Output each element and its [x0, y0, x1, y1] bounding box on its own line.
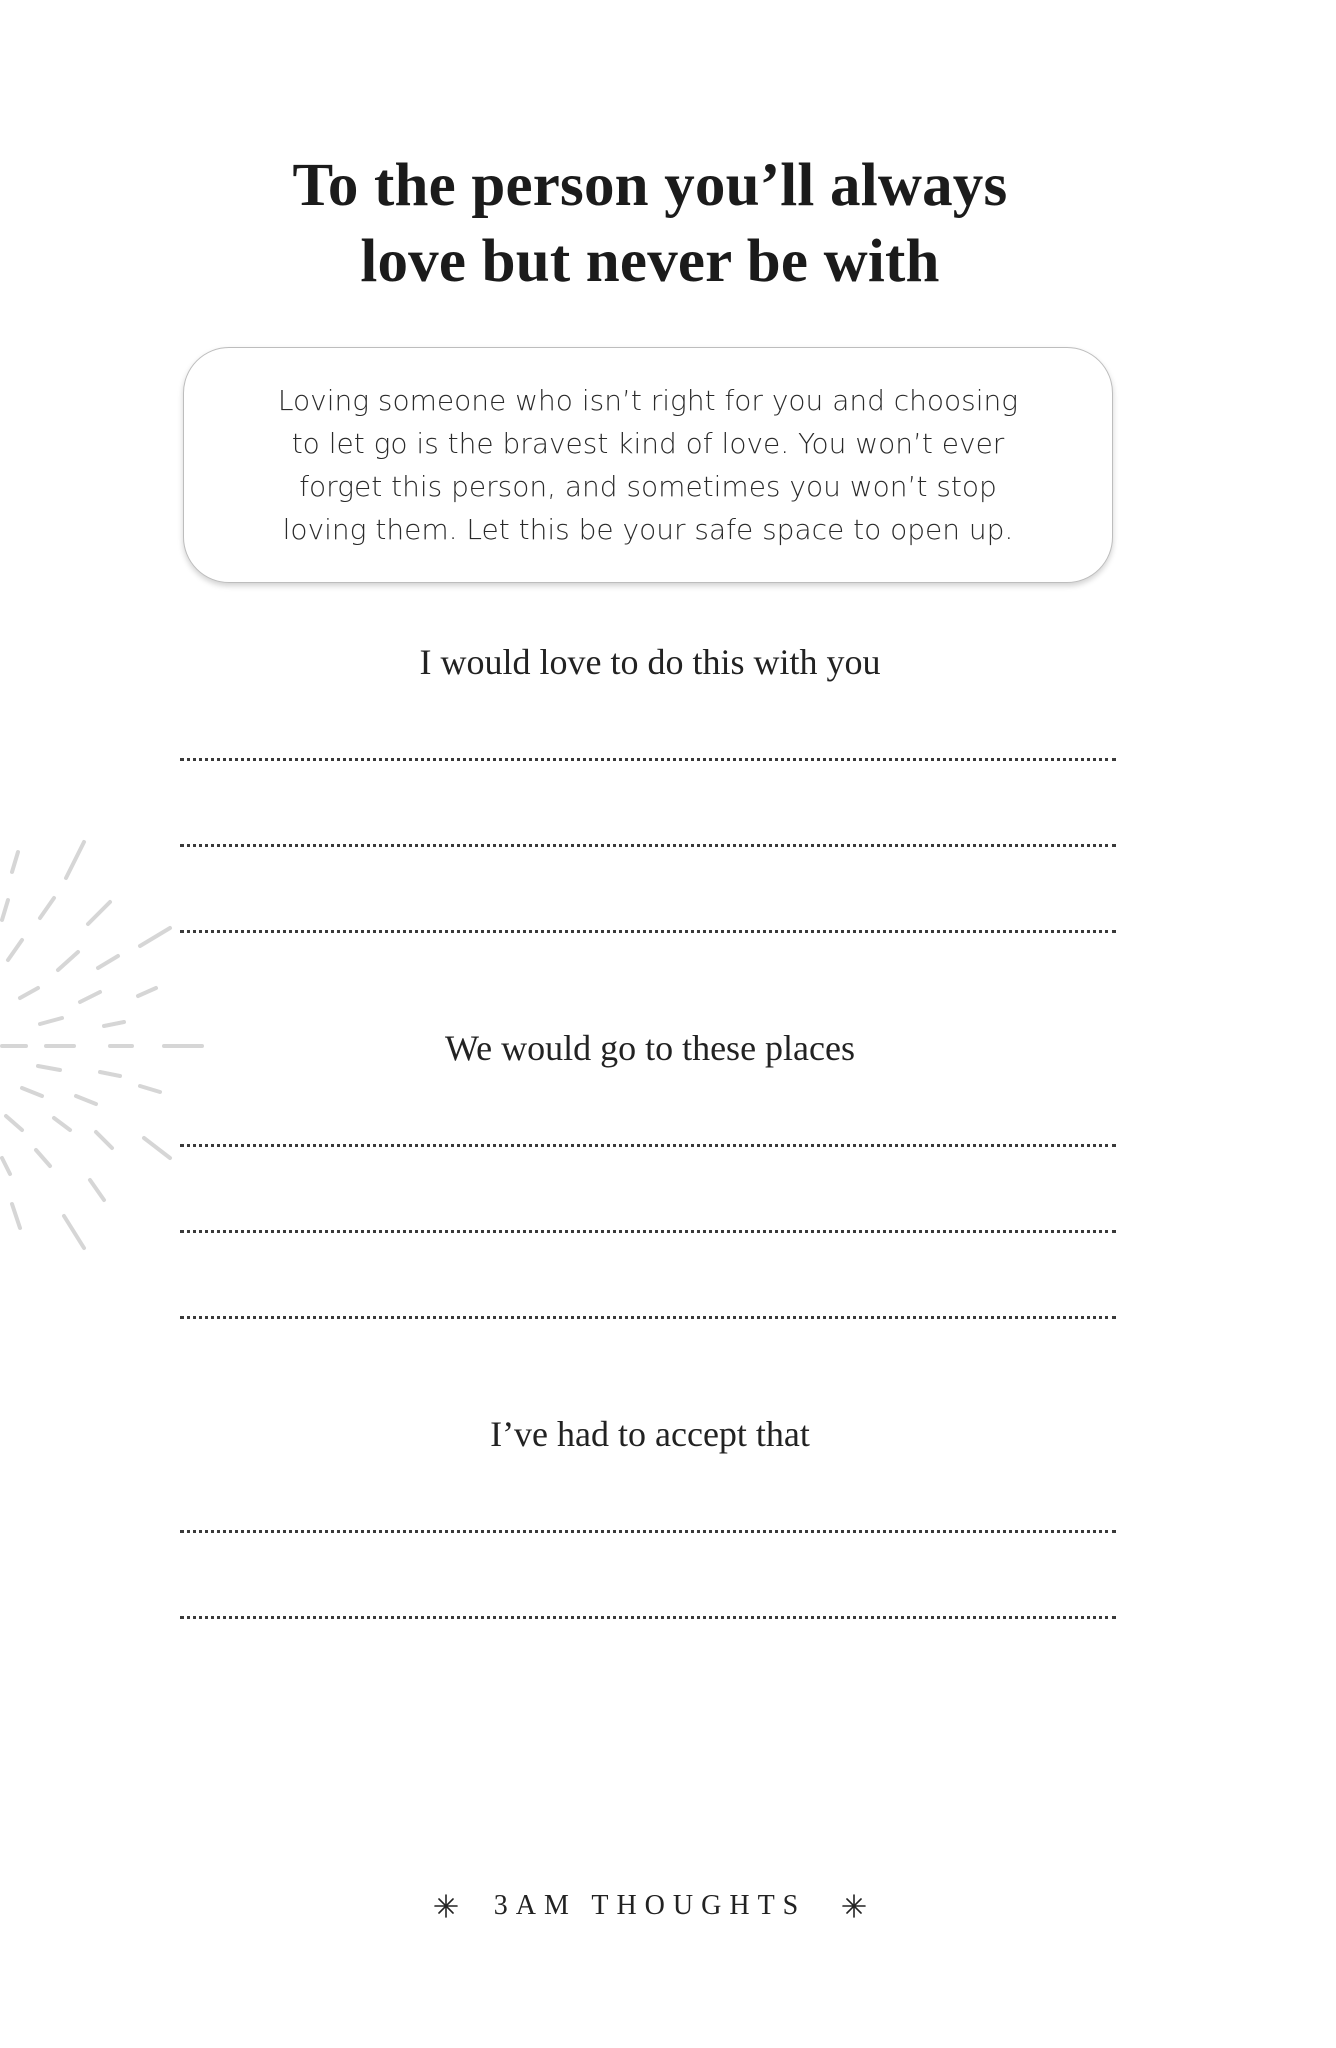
writing-line[interactable] — [180, 1144, 1116, 1147]
intro-text — [248, 379, 1048, 551]
footer-label: 3AM THOUGHTS — [493, 1890, 807, 1921]
writing-line[interactable] — [180, 1616, 1116, 1619]
page-title — [0, 148, 1300, 300]
title-line-2: love but never be with — [360, 228, 940, 295]
writing-line[interactable] — [180, 1230, 1116, 1233]
prompt-label-3: I’ve had to accept that — [490, 1414, 810, 1454]
star-icon — [842, 1894, 866, 1918]
intro-box — [183, 347, 1113, 583]
writing-line[interactable] — [180, 758, 1116, 761]
prompt-label-2: We would go to these places — [445, 1028, 855, 1068]
title-line-1: To the person you’ll always — [292, 152, 1008, 219]
writing-line[interactable] — [180, 844, 1116, 847]
intro-line-3: forget this person, and sometimes you won’t stop — [299, 470, 997, 503]
star-icon — [434, 1894, 458, 1918]
intro-line-4: loving them. Let this be your safe space to open up. — [282, 513, 1014, 546]
footer — [0, 1886, 1300, 1926]
writing-line[interactable] — [180, 1316, 1116, 1319]
intro-line-2: to let go is the bravest kind of love. You won’t ever — [291, 427, 1005, 460]
prompt-label-1: I would love to do this with you — [419, 642, 881, 682]
writing-line[interactable] — [180, 1530, 1116, 1533]
writing-line[interactable] — [180, 930, 1116, 933]
intro-line-1: Loving someone who isn’t right for you and choosing — [277, 384, 1019, 417]
